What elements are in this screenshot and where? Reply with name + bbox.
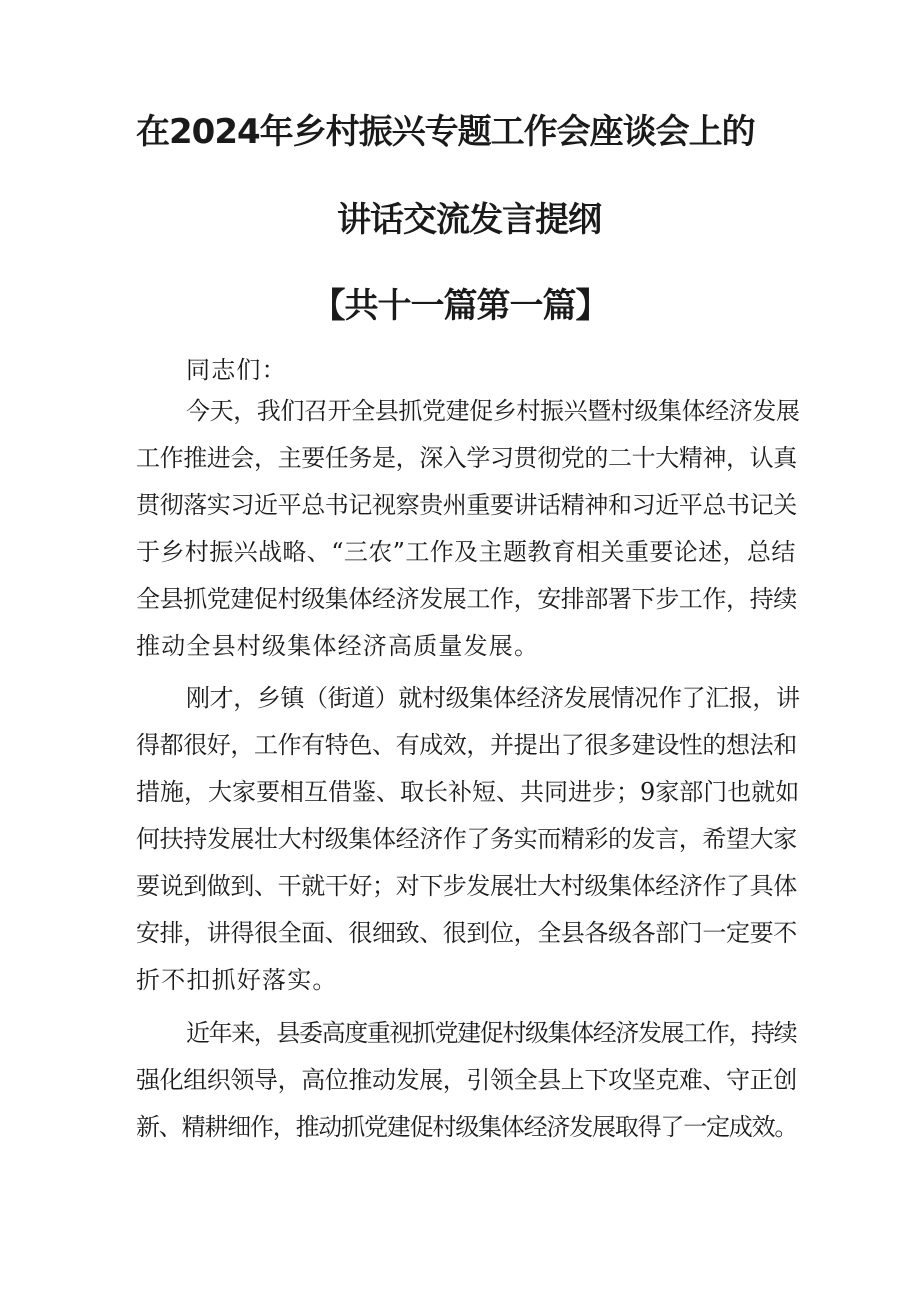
title-line-3 [0, 284, 920, 328]
title-line-1 [0, 110, 920, 154]
paragraph-line: 贯彻落实习近平总书记视察贵州重要讲话精神和习近平总书记关 [136, 491, 797, 519]
paragraph-line: 折不扣抓好落实。 [136, 966, 338, 994]
greeting: 同志们： [186, 356, 287, 384]
title-text: 讲话交流发言提纲 [337, 200, 601, 240]
paragraph-line: 推动全县村级集体经济高质量发展。 [136, 632, 540, 660]
paragraph-line: 何扶持发展壮大村级集体经济作了务实而精彩的发言，希望大家 [136, 825, 797, 853]
paragraph-line: 今天，我们召开全县抓党建促乡村振兴暨村级集体经济发展 [186, 397, 800, 425]
title-text: 在2024年乡村振兴专题工作会座谈会上的 [136, 112, 755, 152]
paragraph-line: 全县抓党建促村级集体经济发展工作，安排部署下步工作，持续 [136, 585, 797, 613]
paragraph-line: 刚才，乡镇（街道）就村级集体经济发展情况作了汇报，讲 [186, 684, 800, 712]
paragraph-line: 得都很好，工作有特色、有成效，并提出了很多建设性的想法和 [136, 731, 797, 759]
paragraph-line: 近年来，县委高度重视抓党建促村级集体经济发展工作，持续 [186, 1019, 797, 1047]
paragraph-line: 安排，讲得很全面、很细致、很到位，全县各级各部门一定要不 [136, 919, 797, 947]
paragraph-line: 新、精耕细作，推动抓党建促村级集体经济发展取得了一定成效。 [136, 1113, 798, 1141]
title-text: 【共十一篇第一篇】 [311, 286, 609, 326]
paragraph-line: 要说到做到、干就干好；对下步发展壮大村级集体经济作了具体 [136, 872, 797, 900]
paragraph-line: 强化组织领导，高位推动发展，引领全县上下攻坚克难、守正创 [136, 1066, 797, 1094]
title-line-2 [0, 198, 920, 242]
paragraph-line: 于乡村振兴战略、“三农”工作及主题教育相关重要论述，总结 [136, 538, 796, 566]
paragraph-line: 工作推进会，主要任务是，深入学习贯彻党的二十大精神，认真 [136, 444, 797, 472]
paragraph-line: 措施，大家要相互借鉴、取长补短、共同进步；9家部门也就如 [136, 778, 800, 806]
